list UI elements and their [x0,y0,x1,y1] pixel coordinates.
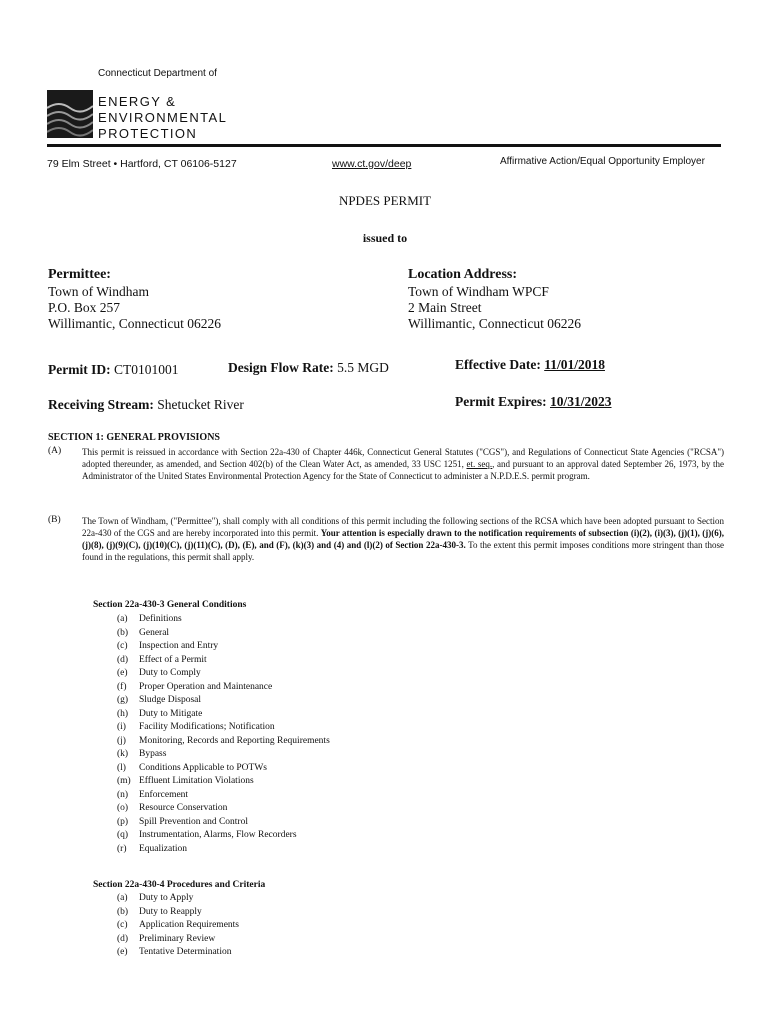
list-item-label: (f) [117,681,127,692]
issued-to-label: issued to [362,231,408,245]
list-item [117,627,330,641]
list-item-text: Bypass [139,749,167,759]
receiving-stream-label: Receiving Stream: [48,397,154,412]
list-item [117,816,330,830]
list-item [117,906,239,920]
list-430-3 [117,613,330,856]
wave-logo-icon [47,90,93,138]
location-heading: Location Address: [408,267,518,282]
receiving-stream-value: Shetucket River [157,397,244,412]
list-item [117,892,239,906]
list-item [117,667,330,681]
list-item [117,802,330,816]
permit-id-value: CT0101001 [113,362,179,377]
agency-word-environmental: ENVIRONMENTAL [98,110,228,125]
list-item-label: (o) [117,803,129,813]
list-item-label: (a) [117,614,128,624]
list-item-text: Preliminary Review [139,933,216,944]
list-item-label: (c) [117,641,128,651]
list-item-label: (r) [117,843,127,854]
permit-id-field [48,362,179,378]
design-flow-value: 5.5 MGD [337,360,389,375]
list-item-label: (a) [117,893,128,903]
para-b-text [82,515,724,563]
list-item [117,829,330,843]
letterhead-rule [47,144,721,147]
list-item-text: Inspection and Entry [139,641,219,651]
list-item [117,775,330,789]
list-item-text: Spill Prevention and Control [139,816,248,827]
list-item-text: General [139,627,170,638]
location-line: Town of Windham WPCF [408,284,549,299]
agency-line: Connecticut Department of [98,68,217,79]
permittee-line: P.O. Box 257 [48,300,121,315]
list-item-label: (d) [117,654,129,665]
list-item-text: Equalization [139,843,188,854]
list-item-text: Effluent Limitation Violations [139,776,254,786]
permit-expires-value: 10/31/2023 [549,394,612,409]
agency-url-link[interactable]: www.ct.gov/deep [332,158,412,170]
list-item [117,640,330,654]
para-b-text-1: The Town of Windham, ("Permittee"), shall comply with all conditions of this permit including the following sections of the RCSA which have been adopted pursuant to Section 22a-430 of the CGS and are hereby incorporated into this permit. [82,516,724,538]
list-item-label: (e) [117,947,128,957]
design-flow-label: Design Flow Rate: [228,360,334,375]
list-item [117,613,330,627]
list-item-text: Tentative Determination [139,947,232,957]
location-line: 2 Main Street [408,300,482,315]
list-item [117,762,330,776]
location-block [408,267,581,332]
list-item-label: (c) [117,920,128,930]
list-item [117,933,239,947]
permittee-heading: Permittee: [48,267,111,282]
list-item [117,708,330,722]
list-item-label: (g) [117,695,129,705]
section-1-heading: SECTION 1: GENERAL PROVISIONS [48,432,220,443]
para-a-text [82,446,724,482]
permittee-line: Willimantic, Connecticut 06226 [48,316,222,331]
document-title: NPDES PERMIT [338,193,432,208]
list-item-label: (l) [117,762,126,773]
list-430-3-title: Section 22a-430-3 General Conditions [93,600,247,610]
para-a-text-2: , and pursuant to an approval dated September 26, 1973, by the Administrator of the United States Environmental Protection Agency for the State of Connecticut to administer a N.P.D.E.S. permit program. [82,459,724,481]
agency-word-protection: PROTECTION [98,126,198,141]
list-item-text: Resource Conservation [139,803,228,813]
list-item-text: Sludge Disposal [139,695,202,705]
list-430-4-title: Section 22a-430-4 Procedures and Criteria [93,880,266,890]
list-item-text: Duty to Comply [139,668,201,678]
list-item-text: Application Requirements [139,920,239,930]
list-item [117,654,330,668]
effective-date-value: 11/01/2018 [544,357,605,372]
list-item-label: (e) [117,668,128,678]
list-item-text: Duty to Apply [139,893,194,903]
list-item [117,694,330,708]
list-item [117,681,330,695]
list-item [117,919,239,933]
list-item-text: Effect of a Permit [139,654,207,665]
list-item [117,721,330,735]
list-item-text: Monitoring, Records and Reporting Requirements [139,735,330,746]
para-b-label: (B) [48,515,61,525]
list-item-label: (i) [117,722,126,732]
permit-expires-field [455,394,612,410]
para-a-label: (A) [48,446,62,456]
list-item-text: Duty to Mitigate [139,708,203,719]
list-item-label: (b) [117,627,129,638]
list-item-label: (n) [117,789,129,800]
list-430-4 [117,892,239,960]
list-item [117,946,239,960]
list-item-text: Definitions [139,614,182,624]
list-item-text: Duty to Reapply [139,906,202,917]
list-item [117,789,330,803]
effective-date-label: Effective Date: [455,357,541,372]
list-item-text: Facility Modifications; Notification [139,722,275,732]
agency-address: 79 Elm Street • Hartford, CT 06106-5127 [47,158,237,170]
list-item-text: Enforcement [139,789,189,800]
list-item-text: Instrumentation, Alarms, Flow Recorders [139,830,297,840]
permittee-block [48,267,221,332]
para-b-text-2: To the extent this permit imposes conditions more stringent than those found in the regulations, this permit shall apply. [82,540,724,562]
list-item [117,748,330,762]
list-item-label: (k) [117,749,129,759]
list-item-label: (h) [117,708,129,719]
list-item-label: (q) [117,830,129,840]
list-item-label: (d) [117,933,129,944]
list-item [117,735,330,749]
list-item-label: (b) [117,906,129,917]
para-b-text-bold: Your attention is especially drawn to the notification requirements of subsection (i)(2), (i)(3), (j)(1), (j)(6), (j)(8), (j)(9)(C), (j)(10)(C), (j)(11)(C), (D), (E), and (F), (k)(3) and (4) and (l)(2) of Section 22a-430-3. [82,528,725,550]
list-item-text: Conditions Applicable to POTWs [139,762,267,773]
effective-date-field [455,357,605,373]
employer-note: Affirmative Action/Equal Opportunity Employer [500,156,705,167]
deep-logo [47,90,93,138]
location-line: Willimantic, Connecticut 06226 [408,316,582,331]
para-a-text-1: This permit is reissued in accordance with Section 22a-430 of Chapter 446k, Connecticut General Statutes ("CGS"), and Regulations of Connecticut State Agencies ("RCSA") adopted thereunder, as amended, and Section 402(b) of the Clean Water Act, as amended, 33 USC 1251, [82,447,724,469]
list-item [117,843,330,857]
permittee-line: Town of Windham [48,284,149,299]
list-item-label: (j) [117,735,126,746]
list-item-label: (m) [117,776,131,786]
agency-word-energy: ENERGY & [98,94,177,109]
para-a-etseq: et. seq. [466,459,493,469]
receiving-stream-field [48,397,244,413]
list-item-label: (p) [117,816,129,827]
design-flow-field [228,360,389,376]
permit-expires-label: Permit Expires: [455,394,547,409]
list-item-text: Proper Operation and Maintenance [139,681,273,692]
permit-id-label: Permit ID: [48,362,111,377]
